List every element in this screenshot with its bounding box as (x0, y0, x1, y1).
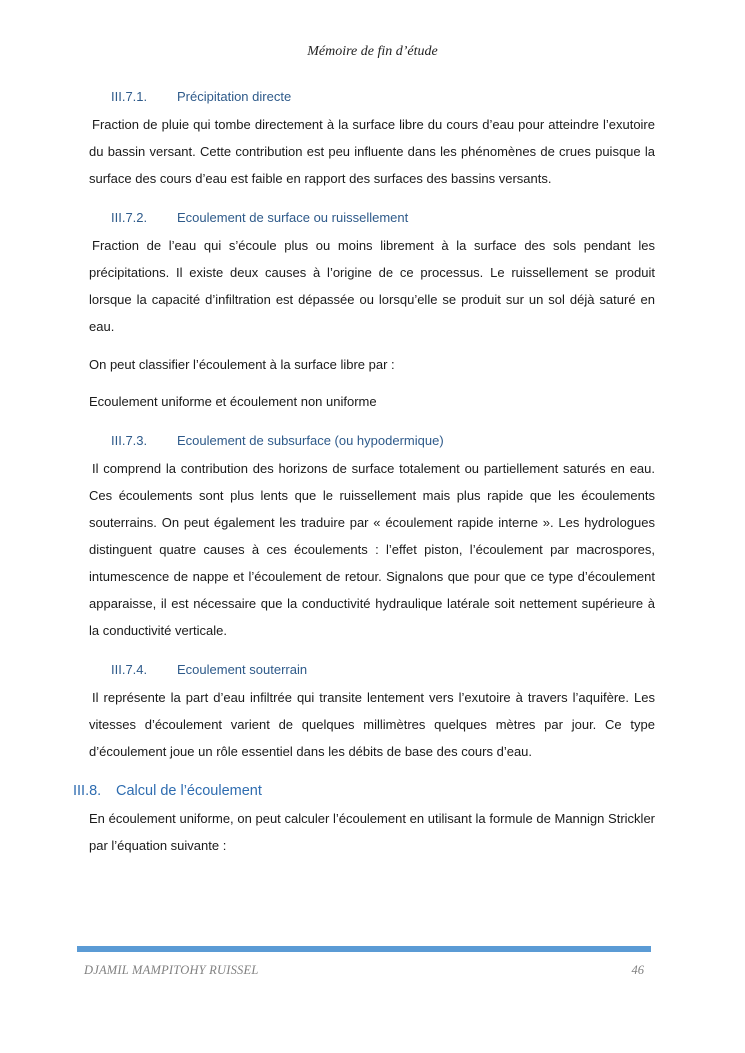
heading-ecoulement-subsurface (111, 433, 444, 448)
classification-types-line: Ecoulement uniforme et écoulement non uniforme (89, 394, 377, 409)
section-number: III.7.1. (111, 89, 148, 104)
footer-author: DJAMIL MAMPITOHY RUISSEL (84, 963, 259, 977)
paragraph-calcul-ecoulement: En écoulement uniforme, on peut calculer l’écoulement en utilisant la formule de Mannign Strickler par l’équation suivante : (89, 811, 655, 853)
heading-ecoulement-surface (111, 210, 408, 225)
paragraph-ecoulement-souterrain: Il représente la part d’eau infiltrée qui transite lentement vers l’exutoire à travers l’aquifère. Les vitesses d’écoulement varient de quelques millimètres quelques mètres par jour. Ce type d’écoulement joue un rôle essentiel dans les débits de base des cours d’eau. (89, 690, 655, 759)
page-number: 46 (631, 963, 644, 977)
running-header: Mémoire de fin d’étude (307, 44, 438, 59)
section-title: Ecoulement de surface ou ruissellement (177, 210, 409, 225)
heading-ecoulement-souterrain (111, 662, 307, 677)
section-title: Calcul de l’écoulement (116, 783, 262, 799)
heading-calcul-ecoulement (73, 783, 262, 799)
footer-divider (77, 946, 651, 952)
section-number: III.7.4. (111, 662, 148, 677)
section-number: III.7.2. (111, 210, 148, 225)
paragraph-ecoulement-subsurface: Il comprend la contribution des horizons de surface totalement ou partiellement saturés en eau. Ces écoulements sont plus lents que le ruissellement mais plus rapide que les écoulements souterrains. On peut également les traduire par « écoulement rapide interne ». Les hydrologues distinguent quatre causes à ces écoulements : l’effet piston, l’écoulement par macrospores, intumescence de nappe et l’écoulement de retour. Signalons que pour que ce type d’écoulement apparaisse, il est nécessaire que la conductivité hydraulique latérale soit nettement supérieure à la conductivité verticale. (89, 461, 655, 638)
section-number: III.7.3. (111, 433, 148, 448)
paragraph-ecoulement-surface: Fraction de l’eau qui s’écoule plus ou moins librement à la surface des sols pendant les précipitations. Il existe deux causes à l’origine de ce processus. Le ruissellement se produit lorsque la capacité d’infiltration est dépassée ou lorsqu’elle se produit sur un sol déjà saturé en eau. (89, 238, 655, 334)
paragraph-precipitation-directe: Fraction de pluie qui tombe directement à la surface libre du cours d’eau pour atteindre l’exutoire du bassin versant. Cette contribution est peu influente dans les phénomènes de crues puisque la surface des cours d’eau est faible en rapport des surfaces des bassins versants. (89, 117, 655, 186)
section-title: Ecoulement de subsurface (ou hypodermique) (177, 433, 444, 448)
heading-precipitation-directe (111, 89, 291, 104)
section-title: Précipitation directe (177, 89, 292, 104)
classification-line: On peut classifier l’écoulement à la surface libre par : (89, 357, 395, 372)
section-number: III.8. (73, 783, 102, 799)
section-title: Ecoulement souterrain (177, 662, 308, 677)
